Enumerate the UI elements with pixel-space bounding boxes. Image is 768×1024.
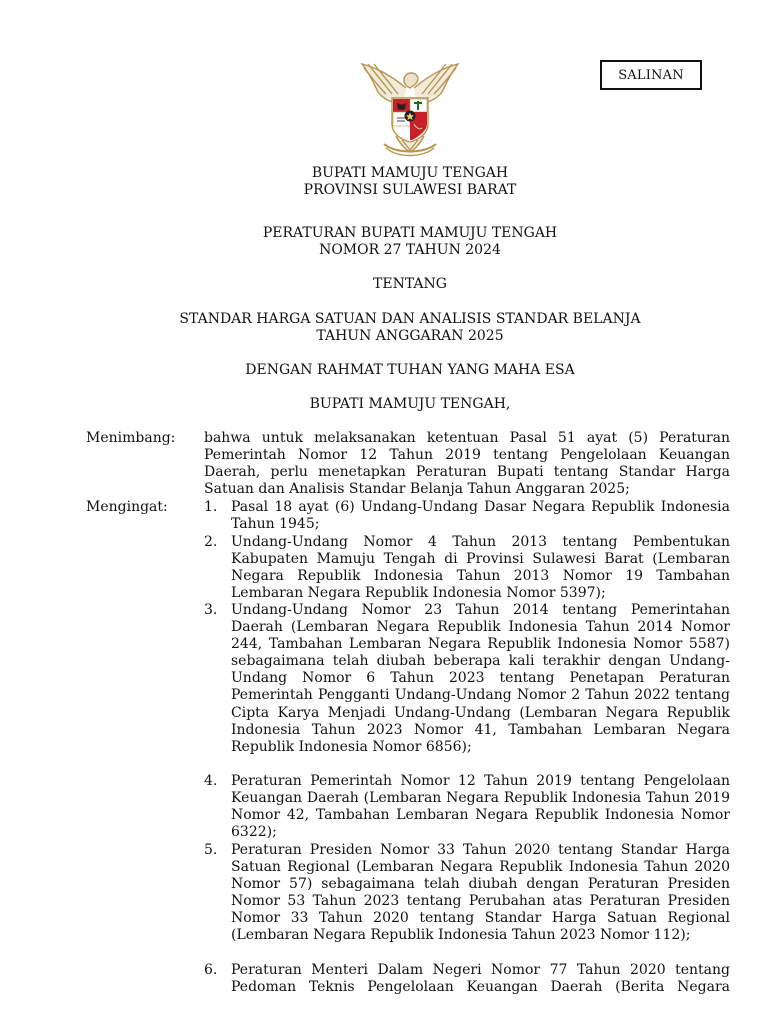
list-item-number: 3. <box>204 602 218 618</box>
authority-text: BUPATI MAMUJU TENGAH, <box>309 396 511 412</box>
list-item <box>204 842 730 945</box>
mengingat-label: Mengingat: <box>86 499 168 515</box>
regulation-number: NOMOR 27 TAHUN 2024 <box>319 242 501 258</box>
list-item-number: 4. <box>204 773 218 789</box>
salinan-stamp <box>600 60 702 90</box>
about-label: TENTANG <box>373 276 447 292</box>
regulation-about <box>0 276 768 293</box>
list-item <box>204 962 730 996</box>
list-item <box>204 602 730 756</box>
stamp-label: SALINAN <box>618 67 684 83</box>
authority <box>0 396 768 413</box>
list-item-number: 1. <box>204 499 218 515</box>
list-item-number: 2. <box>204 534 218 550</box>
list-item-text: Peraturan Menteri Dalam Negeri Nomor 77 Tahun 2020 tentang Pedoman Teknis Pengelolaan Keuangan Daerah (Berita Negara <box>231 962 730 996</box>
garuda-emblem-icon <box>356 58 464 162</box>
list-item <box>204 534 730 602</box>
menimbang-text: bahwa untuk melaksanakan ketentuan Pasal 51 ayat (5) Peraturan Pemerintah Nomor 12 Tahun 2019 tentang Pengelolaan Keuangan Daerah, perlu menetapkan Peraturan Bupati tentang Standar Harga Satuan dan Analisis Standar Belanja Tahun Anggaran 2025; <box>204 430 730 498</box>
list-item-number: 5. <box>204 842 218 858</box>
list-item-text: Peraturan Pemerintah Nomor 12 Tahun 2019 tentang Pengelolaan Keuangan Daerah (Lembaran Negara Republik Indonesia Tahun 2019 Nomor 42, Tambahan Lembaran Negara Republik Indonesia Nomor 6322); <box>231 773 730 841</box>
list-item-number: 6. <box>204 962 218 978</box>
regulation-subject-block <box>0 311 768 345</box>
invocation <box>0 362 768 379</box>
menimbang-label: Menimbang: <box>86 430 176 446</box>
regulation-title: PERATURAN BUPATI MAMUJU TENGAH <box>262 225 558 241</box>
invocation-text: DENGAN RAHMAT TUHAN YANG MAHA ESA <box>245 362 575 378</box>
regulation-title-block <box>0 225 768 259</box>
subject-line-2: TAHUN ANGGARAN 2025 <box>316 328 504 344</box>
header-line-1: BUPATI MAMUJU TENGAH <box>311 165 509 181</box>
list-item-text: Peraturan Presiden Nomor 33 Tahun 2020 tentang Standar Harga Satuan Regional (Lembaran Negara Republik Indonesia Tahun 2020 Nomor 57) sebagaimana telah diubah dengan Peraturan Presiden Nomor 53 Tahun 2023 tentang Perubahan atas Peraturan Presiden Nomor 33 Tahun 2020 tentang Standar Harga Satuan Regional (Lembaran Negara Republik Indonesia Tahun 2023 Nomor 112); <box>231 842 730 944</box>
header-line-2: PROVINSI SULAWESI BARAT <box>303 182 517 198</box>
list-item-text: Undang-Undang Nomor 23 Tahun 2014 tentang Pemerintahan Daerah (Lembaran Negara Republik Indonesia Tahun 2014 Nomor 244, Tambahan Lembaran Negara Republik Indonesia Nomor 5587) sebagaimana telah diubah beberapa kali terakhir dengan Undang-Undang Nomor 6 Tahun 2023 tentang Penetapan Peraturan Pemerintah Pengganti Undang-Undang Nomor 2 Tahun 2022 tentang Cipta Karya Menjadi Undang-Undang (Lembaran Negara Republik Indonesia Tahun 2023 Nomor 41, Tambahan Lembaran Negara Republik Indonesia Nomor 6856); <box>231 602 730 755</box>
list-item <box>204 773 730 841</box>
list-item-text: Undang-Undang Nomor 4 Tahun 2013 tentang Pembentukan Kabupaten Mamuju Tengah di Provinsi Sulawesi Barat (Lembaran Negara Republik Indonesia Tahun 2013 Nomor 19 Tambahan Lembaran Negara Republik Indonesia Nomor 5397); <box>231 534 730 602</box>
list-item <box>204 499 730 533</box>
header-block <box>0 165 768 199</box>
list-item-text: Pasal 18 ayat (6) Undang-Undang Dasar Negara Republik Indonesia Tahun 1945; <box>231 499 730 533</box>
subject-line-1: STANDAR HARGA SATUAN DAN ANALISIS STANDAR BELANJA <box>179 311 641 327</box>
